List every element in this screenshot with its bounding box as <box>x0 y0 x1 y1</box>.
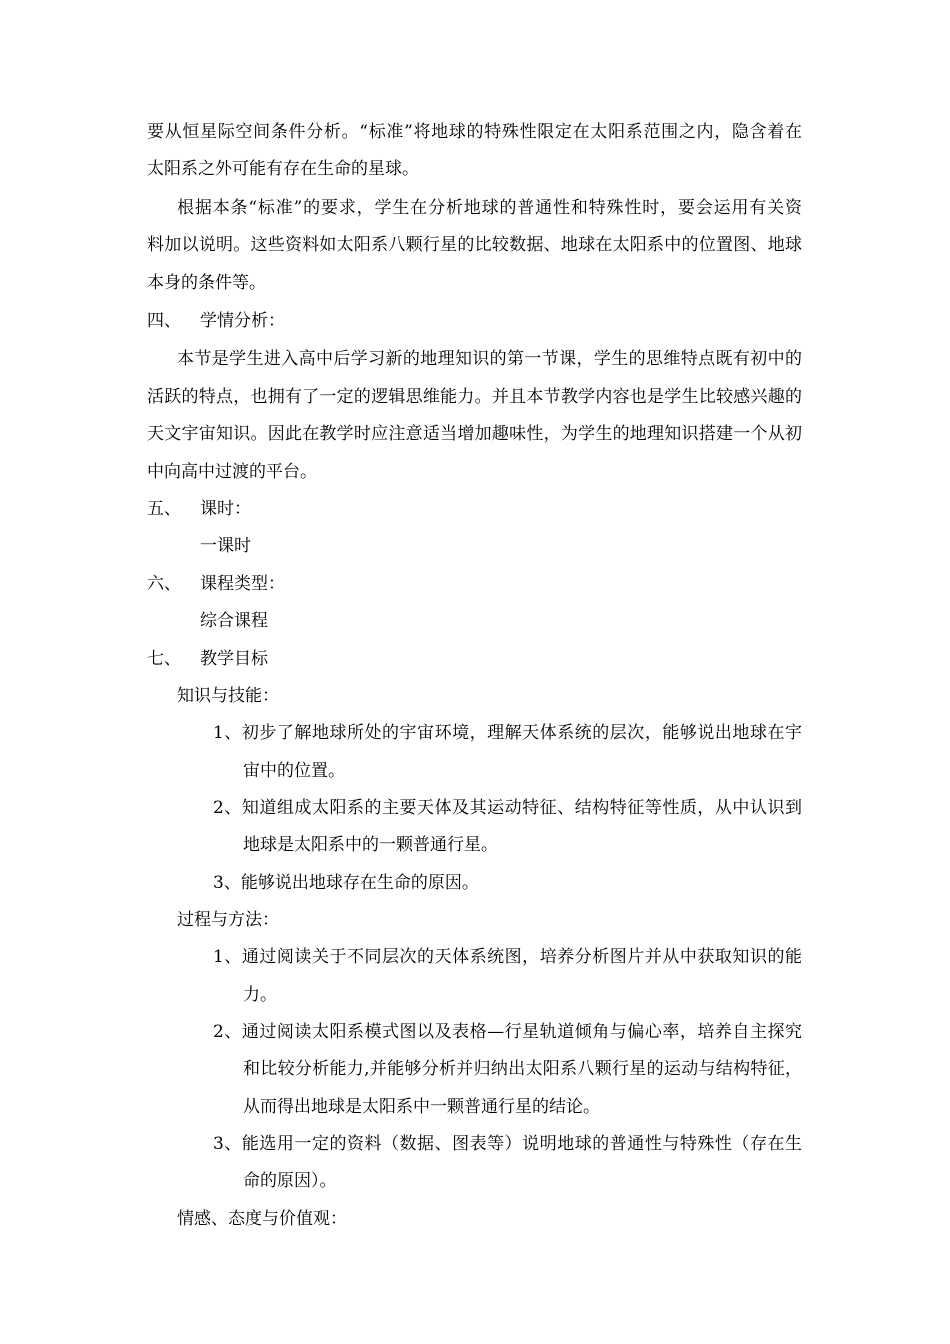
section-number: 五、 <box>147 499 181 519</box>
list-item-line: 和比较分析能力,并能够分析并归纳出太阳系八颗行星的运动与结构特征， <box>243 1059 802 1079</box>
paragraph-line: 本节是学生进入高中后学习新的地理知识的第一节课，学生的思维特点既有初中的 <box>177 349 802 369</box>
list-item-line: 从而得出地球是太阳系中一颗普通行星的结论。 <box>243 1097 600 1117</box>
section-number: 七、 <box>147 649 181 669</box>
list-item-line: 命的原因）。 <box>243 1171 337 1191</box>
intro-line: 太阳系之外可能有存在生命的星球。 <box>147 159 419 179</box>
paragraph-line: 天文宇宙知识。因此在教学时应注意适当增加趣味性，为学生的地理知识搭建一个从初 <box>147 424 802 444</box>
paragraph-line: 根据本条“标准”的要求，学生在分析地球的普通性和特殊性时，要会运用有关资 <box>177 198 802 218</box>
list-item-line: 3、能选用一定的资料（数据、图表等）说明地球的普通性与特殊性（存在生 <box>213 1134 802 1154</box>
section-content: 综合课程 <box>200 611 268 631</box>
section-content: 一课时 <box>200 536 251 556</box>
section-heading: 学情分析： <box>200 311 285 331</box>
section-number: 六、 <box>147 574 181 594</box>
list-item-line: 1、通过阅读关于不同层次的天体系统图，培养分析图片并从中获取知识的能 <box>213 947 802 967</box>
paragraph-line: 本身的条件等。 <box>147 273 266 293</box>
section-heading: 教学目标 <box>200 649 268 669</box>
paragraph-line: 中向高中过渡的平台。 <box>147 462 317 482</box>
intro-line: 要从恒星际空间条件分析。“标准”将地球的特殊性限定在太阳系范围之内，隐含着在 <box>147 122 802 142</box>
list-item-line: 2、知道组成太阳系的主要天体及其运动特征、结构特征等性质，从中认识到 <box>213 798 802 818</box>
subsection-heading: 知识与技能： <box>177 686 279 706</box>
list-item-line: 2、通过阅读太阳系模式图以及表格—行星轨道倾角与偏心率，培养自主探究 <box>213 1022 802 1042</box>
list-item-line: 1、初步了解地球所处的宇宙环境，理解天体系统的层次，能够说出地球在宇 <box>213 723 802 743</box>
list-item-line: 力。 <box>243 985 277 1005</box>
list-item-line: 3、能够说出地球存在生命的原因。 <box>213 873 479 893</box>
section-number: 四、 <box>147 311 181 331</box>
subsection-heading: 过程与方法： <box>177 910 279 930</box>
paragraph-line: 料加以说明。这些资料如太阳系八颗行星的比较数据、地球在太阳系中的位置图、地球 <box>147 235 802 255</box>
subsection-heading: 情感、态度与价值观： <box>177 1209 347 1229</box>
list-item-line: 宙中的位置。 <box>243 761 345 781</box>
section-heading: 课时： <box>200 499 251 519</box>
list-item-line: 地球是太阳系中的一颗普通行星。 <box>243 835 498 855</box>
section-heading: 课程类型： <box>200 574 285 594</box>
paragraph-line: 活跃的特点，也拥有了一定的逻辑思维能力。并且本节教学内容也是学生比较感兴趣的 <box>147 387 802 407</box>
